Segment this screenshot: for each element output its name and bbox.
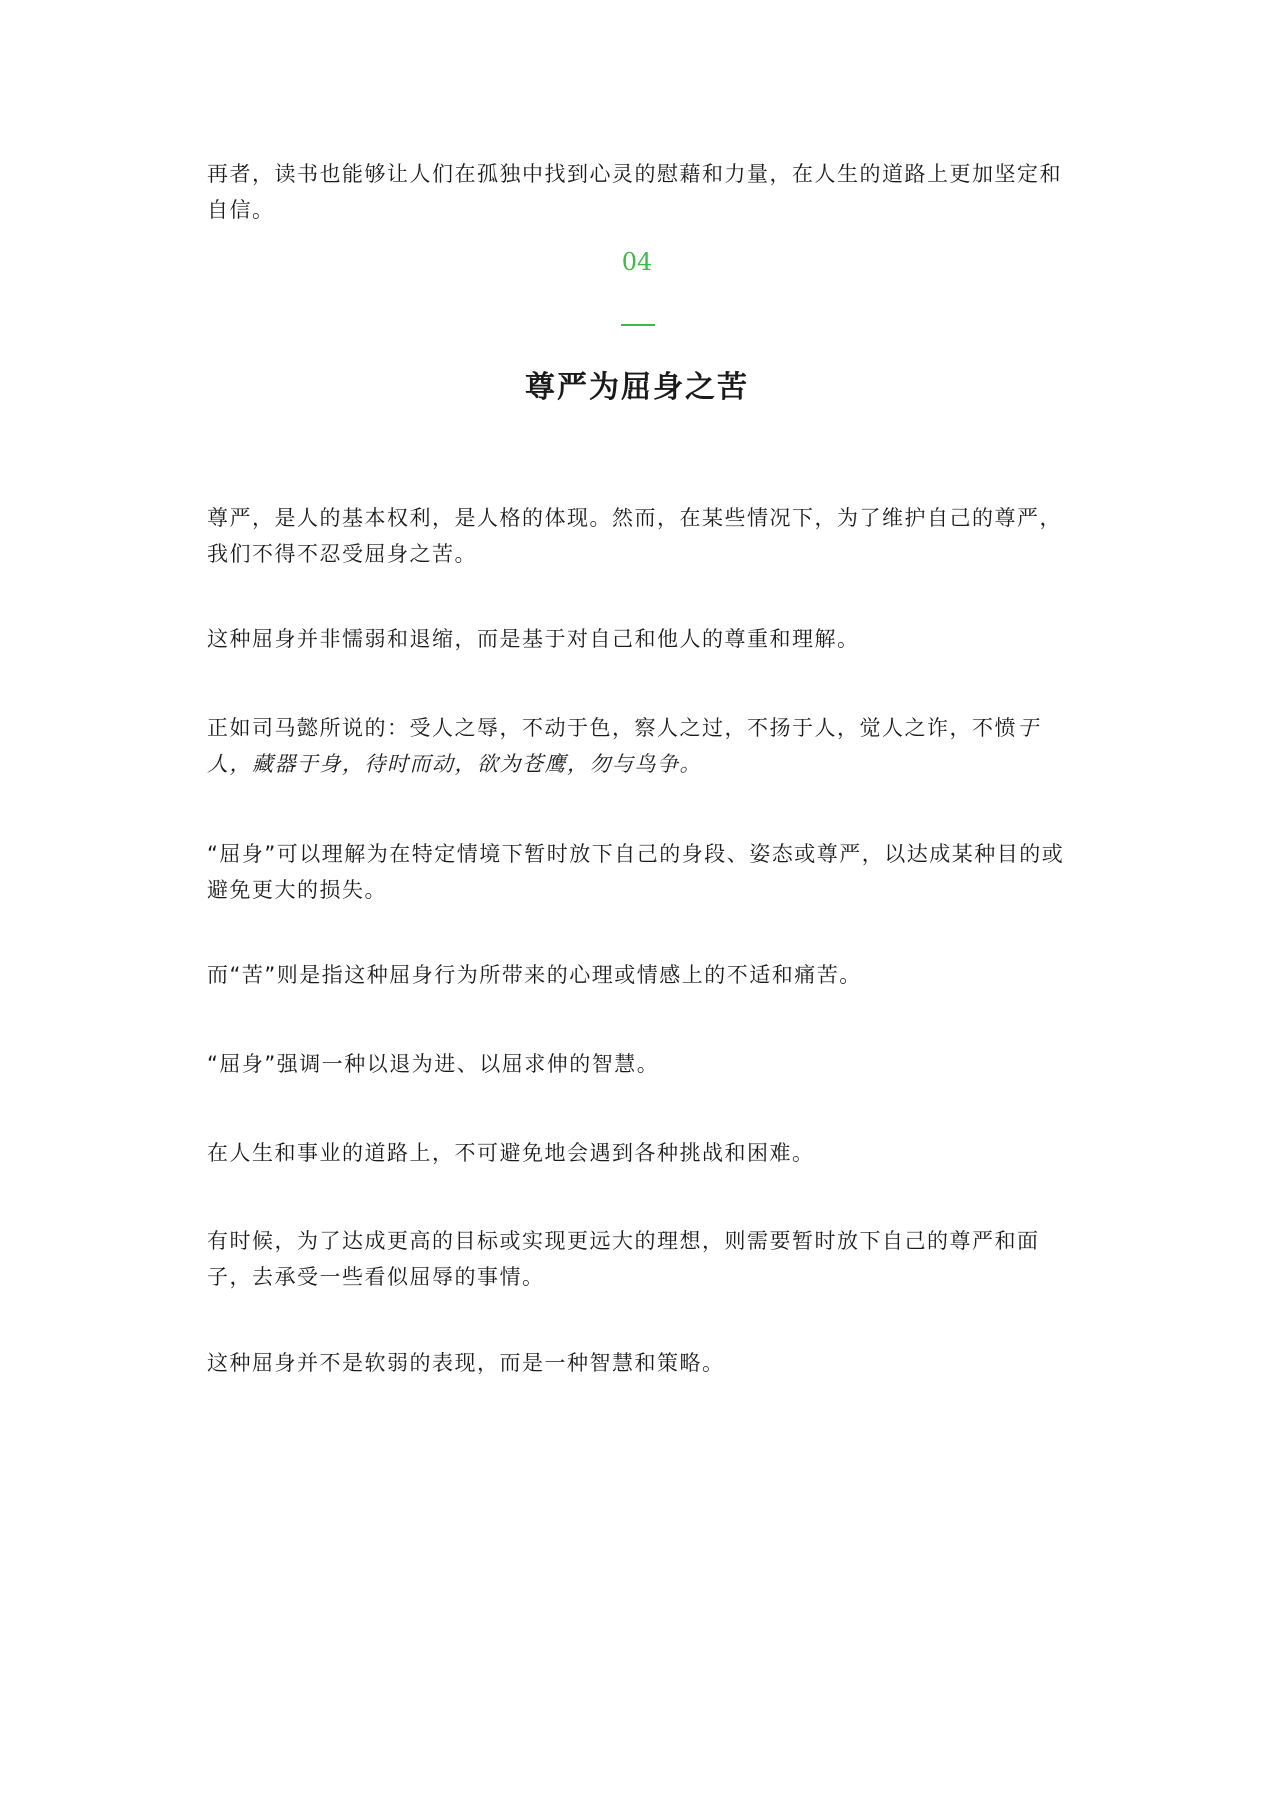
section-number: 04 xyxy=(621,248,653,276)
paragraph-6: “屈身”强调一种以退为进、以屈求伸的智慧。 xyxy=(207,1052,660,1076)
paragraph-3-quote: 于人，藏器于身，待时而动，欲为苍鹰，勿与鸟争。 xyxy=(207,716,1040,776)
paragraph-1: 尊严，是人的基本权利，是人格的体现。然而，在某些情况下，为了维护自己的尊严，我们不得不忍受屈身之苦。 xyxy=(207,506,1062,566)
paragraph-3 xyxy=(207,710,1067,782)
paragraph-8: 有时候，为了达成更高的目标或实现更远大的理想，则需要暂时放下自己的尊严和面子，去承受一些看似屈辱的事情。 xyxy=(207,1229,1040,1289)
section-title: 尊严为屈身之苦 xyxy=(525,370,749,405)
section-divider xyxy=(621,324,655,326)
intro-paragraph: 再者，读书也能够让人们在孤独中找到心灵的慰藉和力量，在人生的道路上更加坚定和自信。 xyxy=(207,162,1062,222)
paragraph-3-text: 正如司马懿所说的：受人之辱，不动于色，察人之过，不扬于人，觉人之诈，不愤 xyxy=(207,716,1017,740)
paragraph-4: “屈身”可以理解为在特定情境下暂时放下自己的身段、姿态或尊严，以达成某种目的或避免更大的损失。 xyxy=(207,842,1065,902)
paragraph-9: 这种屈身并不是软弱的表现，而是一种智慧和策略。 xyxy=(207,1351,725,1375)
paragraph-2: 这种屈身并非懦弱和退缩，而是基于对自己和他人的尊重和理解。 xyxy=(207,627,860,651)
paragraph-5: 而“苦”则是指这种屈身行为所带来的心理或情感上的不适和痛苦。 xyxy=(207,963,862,987)
paragraph-7: 在人生和事业的道路上，不可避免地会遇到各种挑战和困难。 xyxy=(207,1141,815,1165)
